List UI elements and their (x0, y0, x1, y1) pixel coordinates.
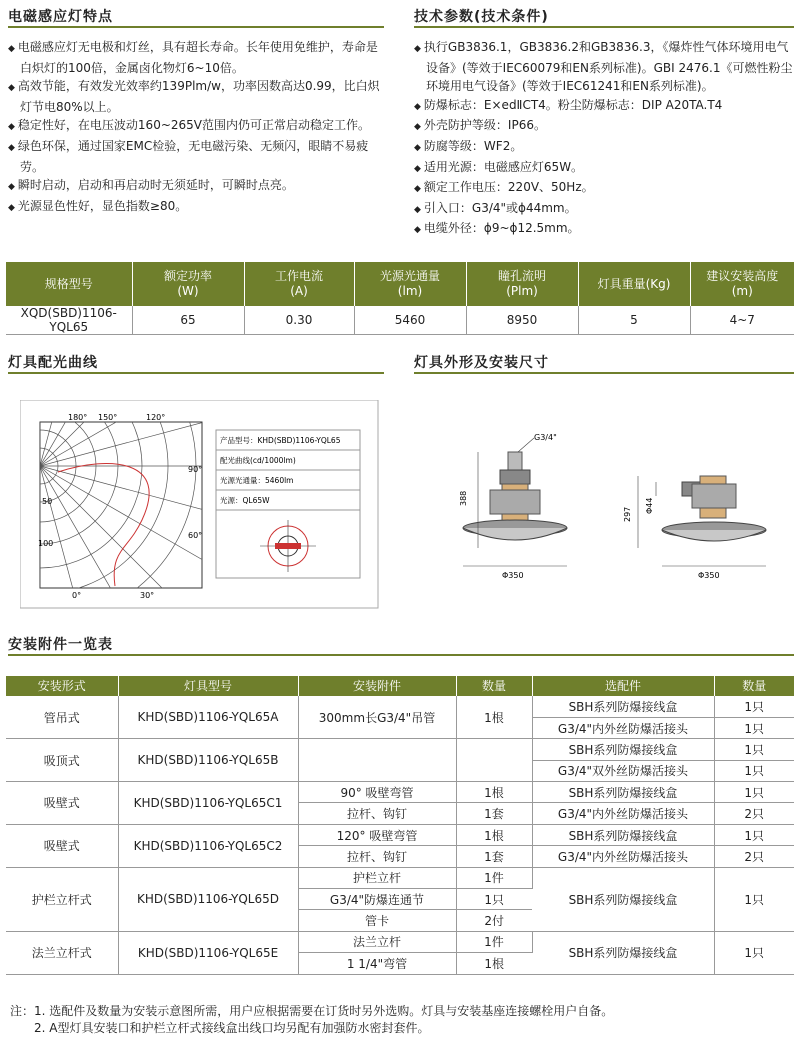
curve-rule (8, 372, 384, 374)
angle-label: 180° (68, 413, 88, 422)
accessory: 120° 吸壁弯管 (298, 824, 456, 845)
model-number: KHD(SBD)1106-YQL65E (118, 931, 298, 974)
quantity: 1件 (456, 931, 532, 952)
column-header (244, 262, 354, 306)
table-cell (298, 739, 456, 782)
column-header (578, 262, 690, 306)
quantity: 1套 (456, 803, 532, 824)
quantity: 1根 (456, 953, 532, 974)
dim-thread: G3/4" (534, 433, 557, 442)
accessory: 1 1/4"弯管 (298, 953, 456, 974)
features-list (8, 38, 382, 217)
angle-label: 60° (188, 531, 203, 540)
table-cell: XQD(SBD)1106-YQL65 (6, 306, 132, 335)
quantity: 1只 (456, 889, 532, 910)
optional-part: G3/4"内外丝防爆活接头 (532, 846, 714, 867)
optional-part: G3/4"内外丝防爆活接头 (532, 803, 714, 824)
install-form: 法兰立杆式 (6, 931, 118, 974)
model-number: KHD(SBD)1106-YQL65B (118, 739, 298, 782)
table-cell: 0.30 (244, 306, 354, 335)
specs-list (414, 38, 798, 240)
column-header (690, 262, 794, 306)
optional-part: SBH系列防爆接线盒 (532, 931, 714, 974)
column-header: 选配件 (532, 676, 714, 696)
header-unit: (W) (177, 284, 199, 298)
table-row (6, 696, 794, 717)
quantity: 1件 (456, 867, 532, 888)
quantity: 1根 (456, 824, 532, 845)
accessory: 拉杆、钩钉 (298, 803, 456, 824)
angle-label: 30° (140, 591, 155, 600)
table-cell: 4~7 (690, 306, 794, 335)
header-label: 光源光通量 (379, 269, 440, 283)
quantity: 1只 (714, 739, 794, 760)
accessory: 300mm长G3/4"吊管 (298, 696, 456, 739)
light-distribution-diagram (20, 400, 380, 610)
table-cell: 65 (132, 306, 244, 335)
features-rule (8, 26, 384, 28)
bullet-item: ◆ 防爆标志：E×edⅡCT4。粉尘防爆标志：DIP A20TA.T4 (414, 96, 798, 117)
accessory: 护栏立杆 (298, 867, 456, 888)
column-header: 数量 (456, 676, 532, 696)
quantity: 1根 (456, 782, 532, 803)
accessory: 拉杆、钩钉 (298, 846, 456, 867)
table-cell: 8950 (466, 306, 578, 335)
accessory: 管卡 (298, 910, 456, 931)
lamp-pendant-drawing (463, 452, 567, 540)
header-label: 灯具重量(Kg) (597, 276, 671, 291)
quantity: 1只 (714, 824, 794, 845)
table-cell: 5460 (354, 306, 466, 335)
bullet-item: ◆ 适用光源：电磁感应灯65W。 (414, 158, 798, 179)
header-label: 工作电流 (274, 269, 323, 283)
header-label: 建议安装高度 (706, 269, 779, 283)
angle-label: 90° (188, 465, 203, 474)
quantity: 1只 (714, 931, 794, 974)
column-header (6, 262, 132, 306)
optional-part: SBH系列防爆接线盒 (532, 782, 714, 803)
header-unit: (m) (731, 284, 753, 298)
radial-label: 50 (42, 497, 53, 506)
bullet-item: ◆ 光源显色性好，显色指数≥80。 (8, 197, 382, 218)
dim-diameter: Φ350 (698, 571, 720, 580)
dims-title: 灯具外形及安装尺寸 (414, 355, 549, 371)
bullet-item: ◆ 电磁感应灯无电极和灯丝，具有超长寿命。长年使用免维护，寿命是白炽灯的100倍，金属卤化物灯6~10倍。 (8, 38, 382, 77)
curve-info: 光源光通量：5460lm (220, 476, 294, 485)
bullet-item: ◆ 引入口：G3/4"或ϕ44mm。 (414, 199, 798, 220)
install-form: 护栏立杆式 (6, 867, 118, 931)
quantity: 2只 (714, 803, 794, 824)
table-row (6, 739, 794, 760)
header-label: 额定功率 (163, 269, 212, 283)
header-label: 规格型号 (44, 276, 93, 291)
quantity: 1只 (714, 696, 794, 717)
header-unit: (Plm) (506, 284, 538, 298)
accessory: G3/4"防爆连通节 (298, 889, 456, 910)
specs-rule (414, 26, 794, 28)
curve-info: 产品型号：KHD(SBD)1106-YQL65 (220, 436, 341, 445)
header-unit: (lm) (397, 284, 423, 298)
curve-title: 灯具配光曲线 (8, 355, 98, 371)
column-header: 安装形式 (6, 676, 118, 696)
param-table (6, 262, 794, 335)
table-row (6, 867, 794, 888)
optional-part: SBH系列防爆接线盒 (532, 696, 714, 717)
column-header: 灯具型号 (118, 676, 298, 696)
bullet-item: ◆ 执行GB3836.1，GB3836.2和GB3836.3，《爆炸性气体环境用电气设备》(等效于IEC60079和EN系列标准)。GBI 2476.1《可燃性粉尘环境用电气设备》(等效于IEC61241和EN系列标准)。 (414, 38, 798, 96)
install-form: 吸壁式 (6, 782, 118, 825)
note-1: 注：1. 选配件及数量为安装示意图所需，用户应根据需要在订货时另外选购。灯具与安装基座连接螺栓用户自备。 (10, 1004, 614, 1018)
model-number: KHD(SBD)1106-YQL65C1 (118, 782, 298, 825)
column-header (466, 262, 578, 306)
column-header: 安装附件 (298, 676, 456, 696)
dim-height-388: 388 (459, 490, 468, 506)
table-row (6, 931, 794, 952)
lamp-wall-drawing (662, 476, 766, 541)
quantity: 1套 (456, 846, 532, 867)
bullet-item: ◆ 瞬时启动，启动和再启动时无须延时，可瞬时点亮。 (8, 176, 382, 197)
table-row (6, 782, 794, 803)
dim-height-297: 297 (623, 506, 632, 522)
dim-inlet: Φ44 (645, 497, 654, 514)
bullet-item: ◆ 额定工作电压：220V、50Hz。 (414, 178, 798, 199)
optional-part: SBH系列防爆接线盒 (532, 824, 714, 845)
header-label: 瞳孔流明 (497, 269, 546, 283)
model-number: KHD(SBD)1106-YQL65A (118, 696, 298, 739)
angle-label: 120° (146, 413, 166, 422)
model-number: KHD(SBD)1106-YQL65D (118, 867, 298, 931)
optional-part: G3/4"双外丝防爆活接头 (532, 760, 714, 781)
optional-part: G3/4"内外丝防爆活接头 (532, 717, 714, 738)
quantity: 1只 (714, 717, 794, 738)
features-title: 电磁感应灯特点 (8, 9, 113, 25)
specs-title: 技术参数(技术条件) (414, 9, 549, 25)
accessory: 法兰立杆 (298, 931, 456, 952)
table-cell (456, 739, 532, 782)
accessories-table (6, 676, 794, 975)
install-form: 吸壁式 (6, 824, 118, 867)
quantity: 1只 (714, 760, 794, 781)
model-number: KHD(SBD)1106-YQL65C2 (118, 824, 298, 867)
bullet-item: ◆ 绿色环保，通过国家EMC检验，无电磁污染、无频闪，眼睛不易疲劳。 (8, 137, 382, 176)
optional-part: SBH系列防爆接线盒 (532, 739, 714, 760)
dim-diameter: Φ350 (502, 571, 524, 580)
angle-label: 0° (72, 591, 82, 600)
column-header (132, 262, 244, 306)
angle-label: 150° (98, 413, 118, 422)
quantity: 2只 (714, 846, 794, 867)
optional-part: SBH系列防爆接线盒 (532, 867, 714, 931)
accessory: 90° 吸壁弯管 (298, 782, 456, 803)
accessories-title: 安装附件一览表 (8, 637, 113, 653)
dimension-drawing (430, 430, 790, 600)
accessories-rule (8, 654, 794, 656)
bullet-item: ◆ 高效节能，有效发光效率约139Plm/w，功率因数高达0.99，比白炽灯节电80%以上。 (8, 77, 382, 116)
bullet-item: ◆ 稳定性好，在电压波动160~265V范围内仍可正常启动稳定工作。 (8, 116, 382, 137)
radial-label: 100 (38, 539, 54, 548)
note-2: 2. A型灯具安装口和护栏立杆式接线盒出线口均另配有加强防水密封套件。 (34, 1021, 430, 1035)
quantity: 1根 (456, 696, 532, 739)
quantity: 1只 (714, 782, 794, 803)
dims-rule (414, 372, 794, 374)
table-row (6, 824, 794, 845)
header-unit: (A) (290, 284, 308, 298)
curve-info: 配光曲线(cd/1000lm) (220, 456, 296, 465)
column-header (354, 262, 466, 306)
column-header: 数量 (714, 676, 794, 696)
install-form: 管吊式 (6, 696, 118, 739)
install-form: 吸顶式 (6, 739, 118, 782)
table-cell: 5 (578, 306, 690, 335)
bullet-item: ◆ 电缆外径：ϕ9~ϕ12.5mm。 (414, 219, 798, 240)
curve-info: 光源：QL65W (220, 496, 270, 505)
quantity: 1只 (714, 867, 794, 931)
bullet-item: ◆ 防腐等级：WF2。 (414, 137, 798, 158)
quantity: 2付 (456, 910, 532, 931)
bullet-item: ◆ 外壳防护等级：IP66。 (414, 116, 798, 137)
